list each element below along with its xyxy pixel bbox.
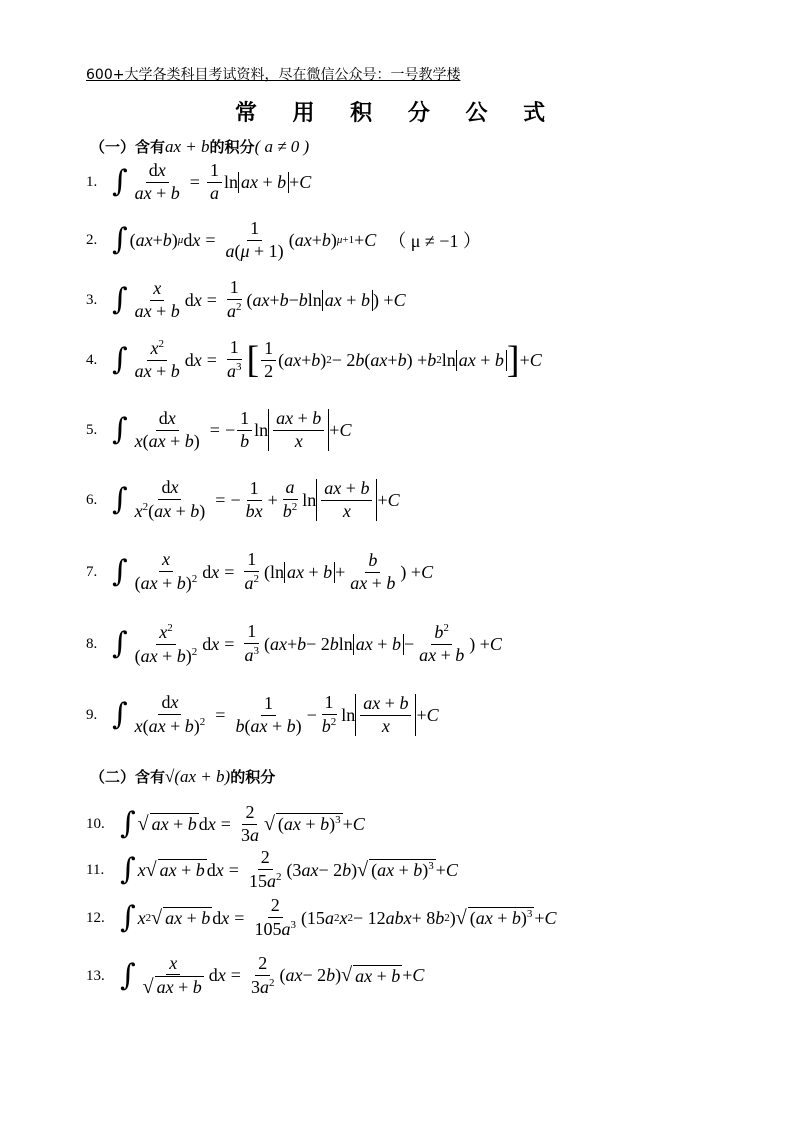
formula-expression: ∫ $\frac{x}{√ ax + b}$ d x = $\frac{2}{3a^2}$ ( ax − 2 b ) √ ax + b + C bbox=[120, 952, 425, 999]
formula-3 bbox=[86, 270, 406, 330]
formula-expression: ∫ ( ax + b ) μ d x = $\frac{1}{a(\mu + 1)}$ ( ax + b ) μ+1 + C （ μ ≠ −1 ） bbox=[112, 217, 481, 261]
page-header bbox=[86, 64, 460, 84]
formula-number: 12. bbox=[86, 909, 105, 926]
header-text: 600+大学各类科目考试资料，尽在微信公众号：一号教学楼 bbox=[86, 67, 461, 83]
formula-expression: ∫ √ ax + b d x = $\frac{2}{3a}$ √ (ax + b)$^3$ + C bbox=[120, 801, 365, 845]
formula-expression: ∫ $\frac{dx}{ax + b}$ = $\frac{1}{a}$ ln ax + b + C bbox=[112, 159, 312, 203]
formula-number: 8. bbox=[86, 635, 98, 652]
formula-expression: ∫ $\frac{x}{(ax + b)^2}$ d x = $\frac{1}{a^2}$ (ln ax + b + $\frac{b}{ax + b}$ ) + C bbox=[112, 549, 434, 593]
formula-expression: ∫ $\frac{x^2}{ax + b}$ d x = $\frac{1}{a^3}$ [ $\frac{1}{2}$ ( ax + b ) 2 − 2 b ( ax + b ) + b 2 ln ax + b ] + C bbox=[112, 337, 542, 381]
formula-1 bbox=[86, 152, 311, 212]
formula-number: 7. bbox=[86, 563, 98, 580]
formula-expression: ∫ $\frac{dx}{x(ax + b)^2}$ = $\frac{1}{b(ax + b)}$ − $\frac{1}{b^2}$ ln $\frac{ax + b}{x}$ + C bbox=[112, 692, 439, 736]
formula-9 bbox=[86, 685, 439, 745]
section-heading-1: （一）含有ax + b的积分( a ≠ 0 ) bbox=[90, 137, 310, 156]
formula-number: 1. bbox=[86, 173, 98, 190]
formula-8 bbox=[86, 614, 502, 674]
formula-6 bbox=[86, 470, 400, 530]
formula-number: 13. bbox=[86, 967, 105, 984]
formula-13 bbox=[86, 946, 424, 1006]
formula-expression: ∫ x 2 √ ax + b d x = $\frac{2}{105a^3}$ (15 a 2 x 2 − 12 abx + 8 b 2 ) √ (ax + b)$^3$ + C bbox=[120, 895, 557, 939]
page-title: 常 用 积 分 公 式 bbox=[234, 101, 560, 126]
formula-expression: ∫ $\frac{x}{ax + b}$ d x = $\frac{1}{a^2}$ ( ax + b − b ln ax + b ) + C bbox=[112, 277, 406, 321]
formula-7 bbox=[86, 542, 433, 602]
formula-number: 5. bbox=[86, 421, 98, 438]
section-heading-2: （二）含有√(ax + b)的积分 bbox=[90, 767, 276, 786]
formula-expression: ∫ $\frac{dx}{x^2(ax + b)}$ = − $\frac{1}{bx}$ + $\frac{a}{b^2}$ ln $\frac{ax + b}{x}$ + C bbox=[112, 477, 400, 521]
formula-4 bbox=[86, 330, 542, 390]
formula-5 bbox=[86, 400, 351, 460]
formula-number: 3. bbox=[86, 291, 98, 308]
formula-number: 9. bbox=[86, 706, 98, 723]
formula-number: 2. bbox=[86, 231, 98, 248]
formula-number: 10. bbox=[86, 815, 105, 832]
formula-expression: ∫ $\frac{x^2}{(ax + b)^2}$ d x = $\frac{1}{a^3}$ ( ax + b − 2 b ln ax + b − $\frac{b^2}{ax + b}$ ) + C bbox=[112, 621, 502, 666]
formula-expression: ∫ x √ ax + b d x = $\frac{2}{15a^2}$ (3 ax − 2 b ) √ (ax + b)$^3$ + C bbox=[120, 847, 458, 891]
formula-expression: ∫ $\frac{dx}{x(ax + b)}$ = − $\frac{1}{b}$ ln $\frac{ax + b}{x}$ + C bbox=[112, 407, 352, 451]
formula-number: 4. bbox=[86, 351, 98, 368]
formula-condition: （ μ ≠ −1 ） bbox=[388, 231, 481, 251]
formula-number: 6. bbox=[86, 491, 98, 508]
formula-2 bbox=[86, 210, 481, 270]
formula-12 bbox=[86, 888, 557, 948]
formula-number: 11. bbox=[86, 861, 105, 878]
